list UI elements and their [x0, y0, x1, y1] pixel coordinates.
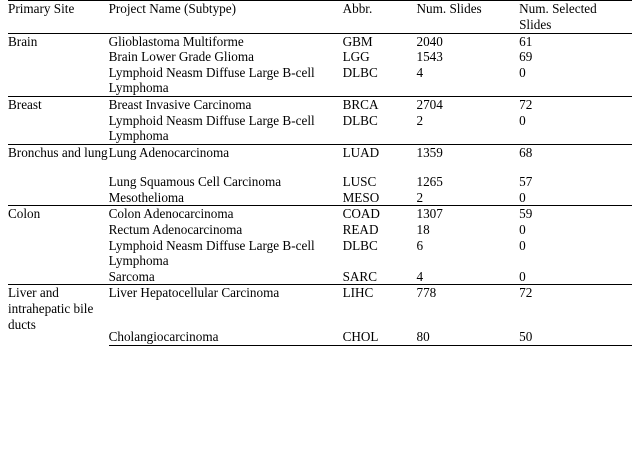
cell-num-selected: 69	[519, 49, 533, 65]
cell-num-selected: 0	[519, 189, 526, 205]
cell-abbr: COAD	[343, 206, 417, 222]
cell-num-slides: 18	[416, 222, 430, 238]
cell-primary-site: Liver and intrahepatic bile ducts	[8, 285, 109, 345]
column-header-project-name: Project Name (Subtype)	[109, 1, 343, 34]
column-header-abbr: Abbr.	[343, 1, 417, 34]
column-header-num-selected-slides: Num. Selected Slides	[519, 1, 632, 34]
cell-num-selected: 72	[519, 285, 632, 329]
cell-project-name: Lymphoid Neasm Diffuse Large B-cell Lymphoma	[108, 237, 315, 269]
cell-project-name: Cholangiocarcinoma	[109, 329, 343, 345]
table-row	[8, 285, 632, 329]
cell-project-name: Colon Adenocarcinoma	[109, 206, 343, 222]
line-spacer	[109, 301, 343, 315]
cell-num-slides: 1359	[416, 144, 519, 174]
cell-abbr: MESO	[342, 189, 380, 205]
table-row	[8, 97, 632, 113]
cell-project-name: Breast Invasive Carcinoma	[109, 97, 343, 113]
line-spacer	[109, 315, 343, 329]
cell-project-name: Mesothelioma	[108, 189, 185, 205]
table-row	[8, 206, 632, 222]
cell-project-name: Lymphoid Neasm Diffuse Large B-cell Lymphoma	[108, 64, 315, 96]
cell-abbr: READ	[342, 222, 379, 238]
cell-abbr: BRCA	[343, 97, 417, 113]
cell-primary-site: Bronchus and lung	[8, 144, 109, 206]
cancer-projects-table	[8, 0, 632, 346]
table-row	[8, 144, 632, 174]
cell-num-slides: 1265	[416, 174, 443, 190]
cell-abbr: CHOL	[343, 329, 417, 345]
cell-project-name: Lymphoid Neasm Diffuse Large B-cell Lymphoma	[108, 112, 315, 144]
table-header	[8, 1, 632, 34]
cell-project-name	[109, 285, 343, 329]
cell-abbr: LUSC	[342, 174, 377, 190]
cell-abbr: GBM	[342, 33, 373, 49]
cell-primary-site: Breast	[8, 97, 109, 145]
column-header-num-slides: Num. Slides	[416, 1, 519, 34]
cell-num-slides: 2040	[416, 33, 443, 49]
cell-abbr: DLBC	[342, 237, 378, 253]
cell-num-slides: 80	[416, 329, 519, 345]
cell-primary-site: Colon	[8, 206, 109, 285]
cell-num-selected: 61	[519, 33, 533, 49]
cell-num-selected: 0	[519, 222, 526, 238]
cell-num-slides: 2	[416, 189, 424, 205]
cell-num-selected: 0	[519, 268, 526, 284]
cell-num-slides: 1543	[416, 49, 443, 65]
project-name-text: Lung Adenocarcinoma	[108, 144, 230, 160]
cell-num-slides: 778	[416, 285, 519, 329]
cell-num-selected: 0	[519, 64, 526, 80]
cell-num-selected: 68	[519, 144, 632, 174]
cell-abbr: LUAD	[343, 144, 417, 174]
cell-num-selected: 72	[519, 97, 632, 113]
project-name-text: Liver Hepatocellular Carcinoma	[108, 285, 280, 301]
table-row	[8, 33, 632, 49]
cell-project-name: Sarcoma	[108, 268, 155, 284]
cell-num-slides: 2704	[416, 97, 519, 113]
cell-num-slides: 6	[416, 237, 424, 253]
cell-num-selected: 0	[519, 112, 526, 128]
cell-num-slides: 4	[416, 268, 424, 284]
cell-project-name	[109, 144, 343, 174]
cell-num-slides: 4	[416, 64, 424, 80]
cell-abbr: LGG	[342, 49, 370, 65]
cell-project-name: Rectum Adenocarcinoma	[108, 222, 243, 238]
column-header-primary-site: Primary Site	[8, 1, 109, 34]
cell-primary-site: Brain	[8, 33, 38, 49]
line-spacer	[109, 160, 343, 174]
cell-num-selected: 50	[519, 329, 632, 345]
cell-num-selected: 0	[519, 237, 526, 253]
cell-project-name: Glioblastoma Multiforme	[108, 33, 244, 49]
cell-abbr: SARC	[342, 268, 378, 284]
cell-num-slides: 1307	[416, 206, 519, 222]
cell-abbr: DLBC	[342, 64, 378, 80]
cell-abbr: LIHC	[343, 285, 417, 329]
cell-project-name: Brain Lower Grade Glioma	[108, 49, 254, 65]
cell-project-name: Lung Squamous Cell Carcinoma	[108, 174, 282, 190]
cell-num-slides: 2	[416, 112, 424, 128]
cell-abbr: DLBC	[342, 112, 378, 128]
cell-num-selected: 57	[519, 174, 533, 190]
cell-num-selected: 59	[519, 206, 632, 222]
table-body	[8, 33, 632, 345]
